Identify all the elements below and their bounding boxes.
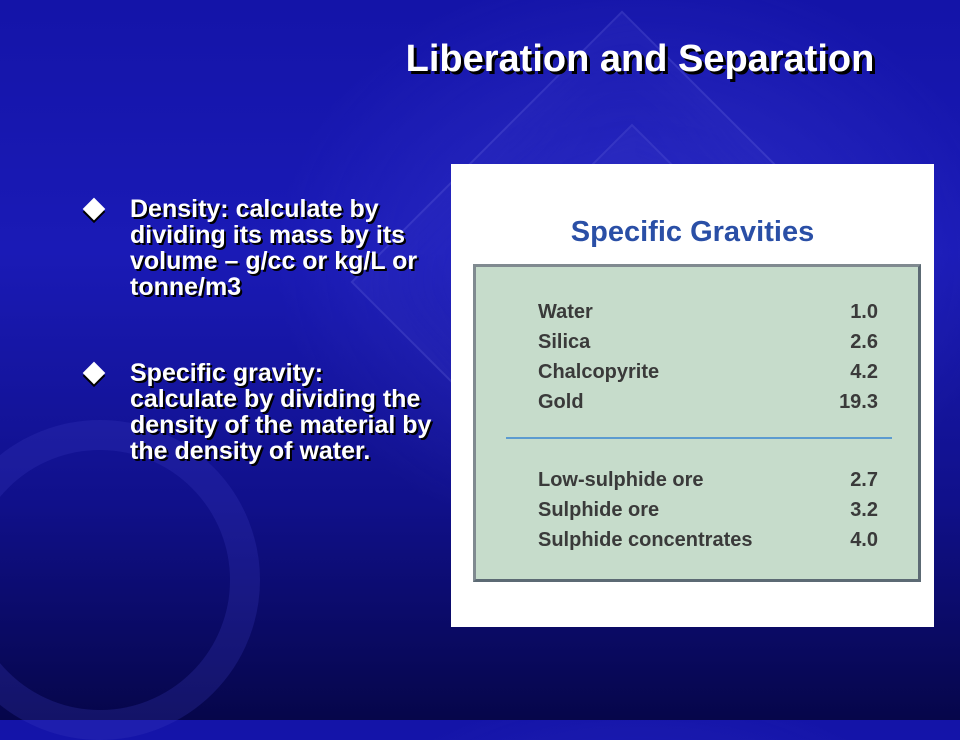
specific-gravity-value: 3.2	[850, 499, 878, 521]
table-row	[538, 357, 878, 387]
bullet-item-density	[82, 196, 432, 300]
ores-group	[538, 465, 878, 555]
specific-gravities-table	[473, 264, 921, 582]
material-name: Silica	[538, 331, 591, 353]
background-ring-shape	[0, 420, 260, 740]
specific-gravity-value: 2.6	[850, 331, 878, 353]
bullet-item-specific-gravity	[82, 360, 432, 464]
bullet-text: Specific gravity: calculate by dividing the density of the material by the density of water.	[130, 359, 432, 465]
table-row	[538, 525, 878, 555]
diamond-bullet-icon	[83, 198, 106, 221]
table-row	[538, 297, 878, 327]
material-name: Sulphide concentrates	[538, 529, 753, 551]
specific-gravity-value: 4.0	[850, 529, 878, 551]
specific-gravities-figure	[451, 164, 934, 627]
table-row	[538, 495, 878, 525]
slide-title: Liberation and Separation	[405, 38, 875, 80]
specific-gravity-value: 2.7	[850, 469, 878, 491]
material-name: Water	[538, 301, 593, 323]
material-name: Sulphide ore	[538, 499, 660, 521]
table-divider	[506, 437, 892, 439]
material-name: Gold	[538, 391, 584, 413]
material-name: Low-sulphide ore	[538, 469, 704, 491]
specific-gravity-value: 4.2	[850, 361, 878, 383]
specific-gravity-value: 1.0	[850, 301, 878, 323]
figure-title: Specific Gravities	[570, 216, 815, 248]
specific-gravity-value: 19.3	[839, 391, 878, 413]
table-row	[538, 465, 878, 495]
diamond-bullet-icon	[83, 362, 106, 385]
table-row	[538, 327, 878, 357]
material-name: Chalcopyrite	[538, 361, 660, 383]
bullet-text: Density: calculate by dividing its mass by its volume – g/cc or kg/L or tonne/m3	[130, 195, 418, 301]
bullet-list	[82, 196, 432, 464]
table-row	[538, 387, 878, 417]
minerals-group	[538, 297, 878, 417]
